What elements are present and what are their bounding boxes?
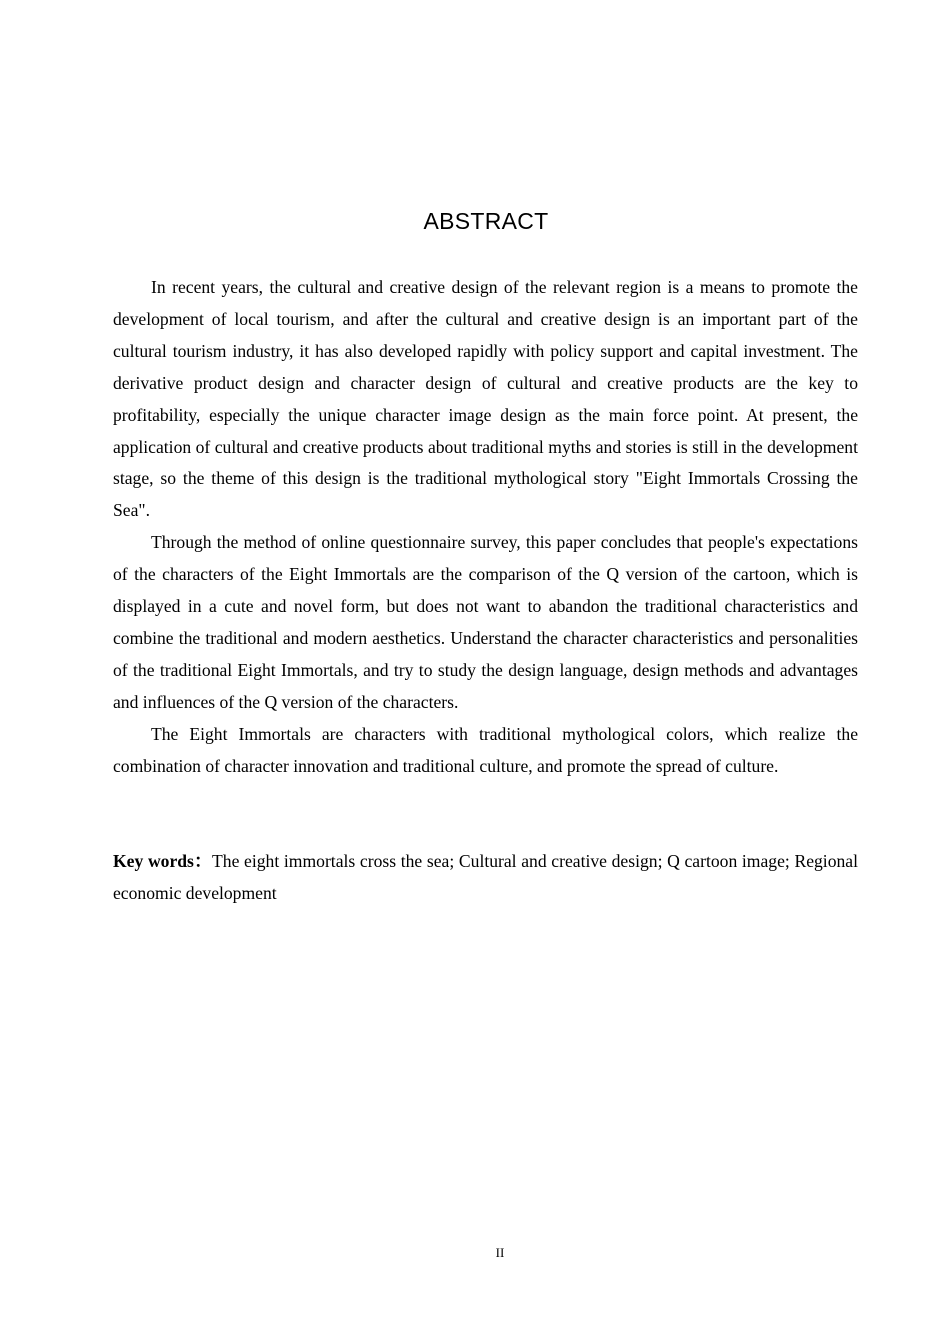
- abstract-body: [113, 272, 858, 783]
- keywords-text: The eight immortals cross the sea; Cultural and creative design; Q cartoon image; Regional economic development: [113, 851, 858, 903]
- page-number: II: [495, 1245, 505, 1260]
- abstract-paragraph-3: The Eight Immortals are characters with traditional mythological colors, which realize the combination of character innovation and traditional culture, and promote the spread of culture.: [113, 723, 858, 776]
- keywords-section: [113, 846, 858, 910]
- keywords-label: Key words：: [113, 851, 213, 871]
- abstract-paragraph-1: In recent years, the cultural and creative design of the relevant region is a means to promote the development of local tourism, and after the cultural and creative design is an important part of the cultural tourism industry, it has also developed rapidly with policy support and capital investment. The derivative product design and character design of cultural and creative products are the key to profitability, especially the unique character image design as the main force point. At present, the application of cultural and creative products about traditional myths and stories is still in the development stage, so the theme of this design is the traditional mythological story "Eight Immortals Crossing the Sea".: [113, 277, 858, 521]
- abstract-paragraph-2: Through the method of online questionnaire survey, this paper concludes that people's expectations of the characters of the Eight Immortals are the comparison of the Q version of the cartoon, which is displayed in a cute and novel form, but does not want to abandon the traditional characteristics and combine the traditional and modern aesthetics. Understand the character characteristics and personalities of the traditional Eight Immortals, and try to study the design language, design methods and advantages and influences of the Q version of the characters.: [113, 532, 858, 712]
- abstract-title: ABSTRACT: [423, 208, 549, 234]
